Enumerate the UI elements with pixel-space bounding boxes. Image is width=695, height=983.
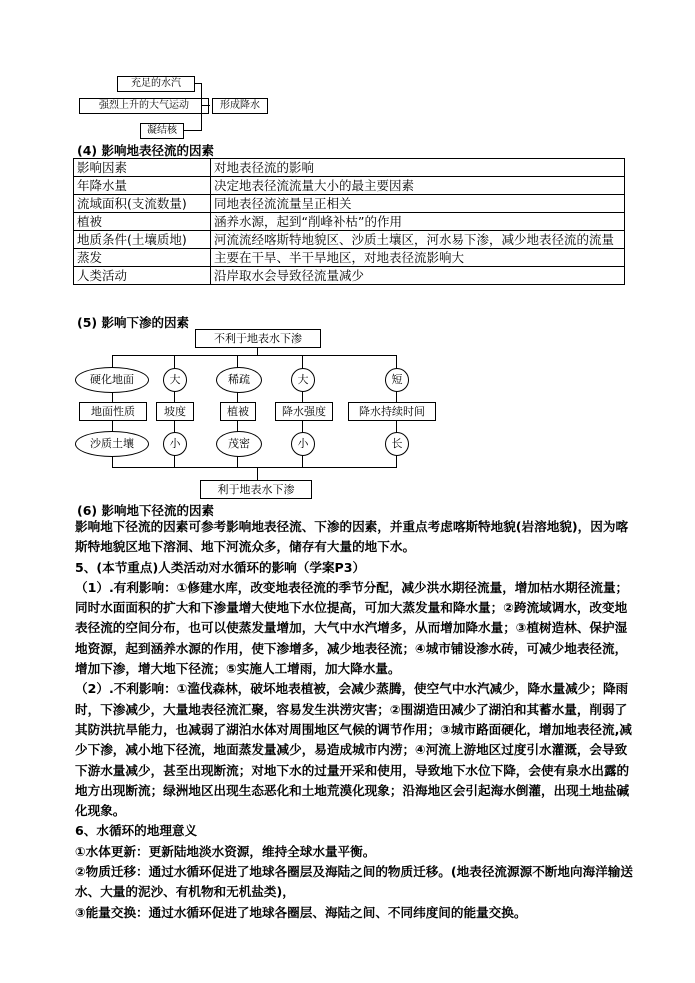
factor-rain-duration: 降水持续时间 xyxy=(348,402,436,421)
condensation-nuclei-box: 凝结核 xyxy=(140,123,184,139)
duration-short-circle: 短 xyxy=(385,368,409,392)
significance-item-3: ③能量交换：通过水循环促进了地球各圈层、海陆之间、不同纬度间的能量交换。 xyxy=(75,904,527,920)
factor-vegetation: 植被 xyxy=(220,402,256,421)
hardened-ground-oval: 硬化地面 xyxy=(75,367,149,393)
significance-item-2: ②物质迁移：通过水循环促进了地球各圈层及海陆之间的物质迁移。(地表径流源源不断地向海洋输送水、大量的泥沙、有机物和无机盐类)， xyxy=(75,864,633,900)
significance-item-1: ①水体更新：更新陆地淡水资源，维持全球水量平衡。 xyxy=(75,843,376,859)
runoff-factors-table xyxy=(73,158,625,285)
connector-line xyxy=(183,130,202,131)
slope-small-circle: 小 xyxy=(163,432,187,456)
factor-rain-intensity: 降水强度 xyxy=(275,402,333,421)
intensity-small-circle: 小 xyxy=(291,432,315,456)
significance-heading: 6、水循环的地理意义 xyxy=(75,823,198,839)
slope-large-circle: 大 xyxy=(163,368,187,392)
factor-slope: 坡度 xyxy=(156,402,194,421)
section-heading-infiltration: (5) 影响下渗的因素 xyxy=(77,315,189,330)
duration-long-circle: 长 xyxy=(385,432,409,456)
connector-line xyxy=(257,467,258,480)
table-row: 人类活动 沿岸取水会导致径流量减少 xyxy=(74,267,625,285)
factor-ground-type: 地面性质 xyxy=(79,402,147,421)
sandy-soil-oval: 沙质土壤 xyxy=(75,431,149,457)
positive-impact-paragraph: （1）.有利影响：①修建水库，改变地表径流的季节分配，减少洪水期径流量，增加枯水期径流量；同时水面面积的扩大和下渗量增大使地下水位提高，可加大蒸发量和降水量；②跨流域调水，改变地表径流的空间分布，也可以使蒸发量增加，大气中水汽增多，从而增加降水量；③植树造林、保护湿地资源，起到涵养水源的作用，使下渗增多，减少地表径流；④城市铺设渗水砖，可减少地表径流，增加下渗，增大地下径流；⑤实施人工增雨，加大降水量。 xyxy=(75,579,629,677)
table-row: 地质条件(土壤质地) 河流流经喀斯特地貌区、沙质土壤区，河水易下渗，减少地表径流的流量 xyxy=(74,231,625,249)
water-vapor-box: 充足的水汽 xyxy=(117,76,195,92)
table-row: 年降水量 决定地表径流流量大小的最主要因素 xyxy=(74,177,625,195)
connector-line xyxy=(112,467,397,468)
table-row: 植被 涵养水源，起到“削峰补枯”的作用 xyxy=(74,213,625,231)
unfavorable-infiltration-box: 不利于地表水下渗 xyxy=(195,329,321,348)
table-row: 流域面积(支流数量) 同地表径流流量呈正相关 xyxy=(74,195,625,213)
connector-line xyxy=(112,355,397,356)
groundwater-paragraph: 影响地下径流的因素可参考影响地表径流、下渗的因素，并重点考虑喀斯特地貌(岩溶地貌)，因为喀斯特地貌区地下溶洞、地下河流众多，储存有大量的地下水。 5、(本节重点)人类活动对水循环的影响（学案P3） （1）.有利影响：①修建水库，改变地表径流的季节分配，减少洪水期径流量，增加枯水期径流量；同时水面面积的扩大和下渗量增大使地下水位提高，可加大蒸发量和降水量；②跨流域调水，改变地表径流的空间分布，也可以使蒸发量增加，大气中水汽增多，从而增加降水量；③植树造林、保护湿地资源，起到涵养水源的作用，使下渗增多，减少地表径流；④城市铺设渗水砖，可减少地表径流，增加下渗，增大地下径流；⑤实施人工增雨，加大降水量。 （2）.不利影响：①滥伐森林，破坏地表植被，会减少蒸腾，使空气中水汽减少，降水量减少；降雨时，下渗减少，大量地表径流汇聚，容易发生洪涝灾害；②围湖造田减少了湖泊和其蓄水量，削弱了其防洪抗旱能力，也减弱了湖泊水体对周围地区气候的调节作用；③城市路面硬化，增加地表径流,减少下渗，减小地下径流，地面蒸发量减少，易造成城市内涝；④河流上游地区过度引水灌溉，会导致下游水量减少，甚至出现断流；对地下水的过量开采和使用，导致地下水位下降，会使有泉水出露的地方出现断流；绿洲地区出现生态恶化和土地荒漠化现象；沿海地区会引起海水倒灌，出现土地盐碱化现象。 6、水循环的地理意义 ①水体更新：更新陆地淡水资源，维持全球水量平衡。 ②物质迁移：通过水循环促进了地球各圈层及海陆之间的物质迁移。(地表径流源源不断地向海洋输送水、大量的泥沙、有机物和无机盐类)， ③能量交换：通过水循环促进了地球各圈层、海陆之间、不同纬度间的能量交换。 xyxy=(75,517,635,923)
table-row: 蒸发 主要在干旱、半干旱地区，对地表径流影响大 xyxy=(74,249,625,267)
sparse-vegetation-oval: 稀疏 xyxy=(216,367,262,393)
section-heading-runoff: (4) 影响地表径流的因素 xyxy=(77,143,214,158)
uplift-box: 强烈上升的大气运动 xyxy=(79,98,209,114)
connector-arrow xyxy=(202,105,210,106)
connector-line xyxy=(201,83,202,131)
table-row: 影响因素 对地表径流的影响 xyxy=(74,159,625,177)
negative-impact-paragraph: （2）.不利影响：①滥伐森林，破坏地表植被，会减少蒸腾，使空气中水汽减少，降水量减少；降雨时，下渗减少，大量地表径流汇聚，容易发生洪涝灾害；②围湖造田减少了湖泊和其蓄水量，削弱了其防洪抗旱能力，也减弱了湖泊水体对周围地区气候的调节作用；③城市路面硬化，增加地表径流,减少下渗，减小地下径流，地面蒸发量减少，易造成城市内涝；④河流上游地区过度引水灌溉，会导致下游水量减少，甚至出现断流；对地下水的过量开采和使用，导致地下水位下降，会使有泉水出露的地方出现断流；绿洲地区出现生态恶化和土地荒漠化现象；沿海地区会引起海水倒灌，出现土地盐碱化现象。 xyxy=(75,681,632,819)
precipitation-result-box: 形成降水 xyxy=(212,98,268,114)
dense-vegetation-oval: 茂密 xyxy=(216,431,262,457)
human-impact-heading: 5、(本节重点)人类活动对水循环的影响（学案P3） xyxy=(75,559,366,575)
intensity-large-circle: 大 xyxy=(291,368,315,392)
favorable-infiltration-box: 利于地表水下渗 xyxy=(200,480,312,499)
section-heading-groundwater: (6) 影响地下径流的因素 xyxy=(77,503,214,518)
